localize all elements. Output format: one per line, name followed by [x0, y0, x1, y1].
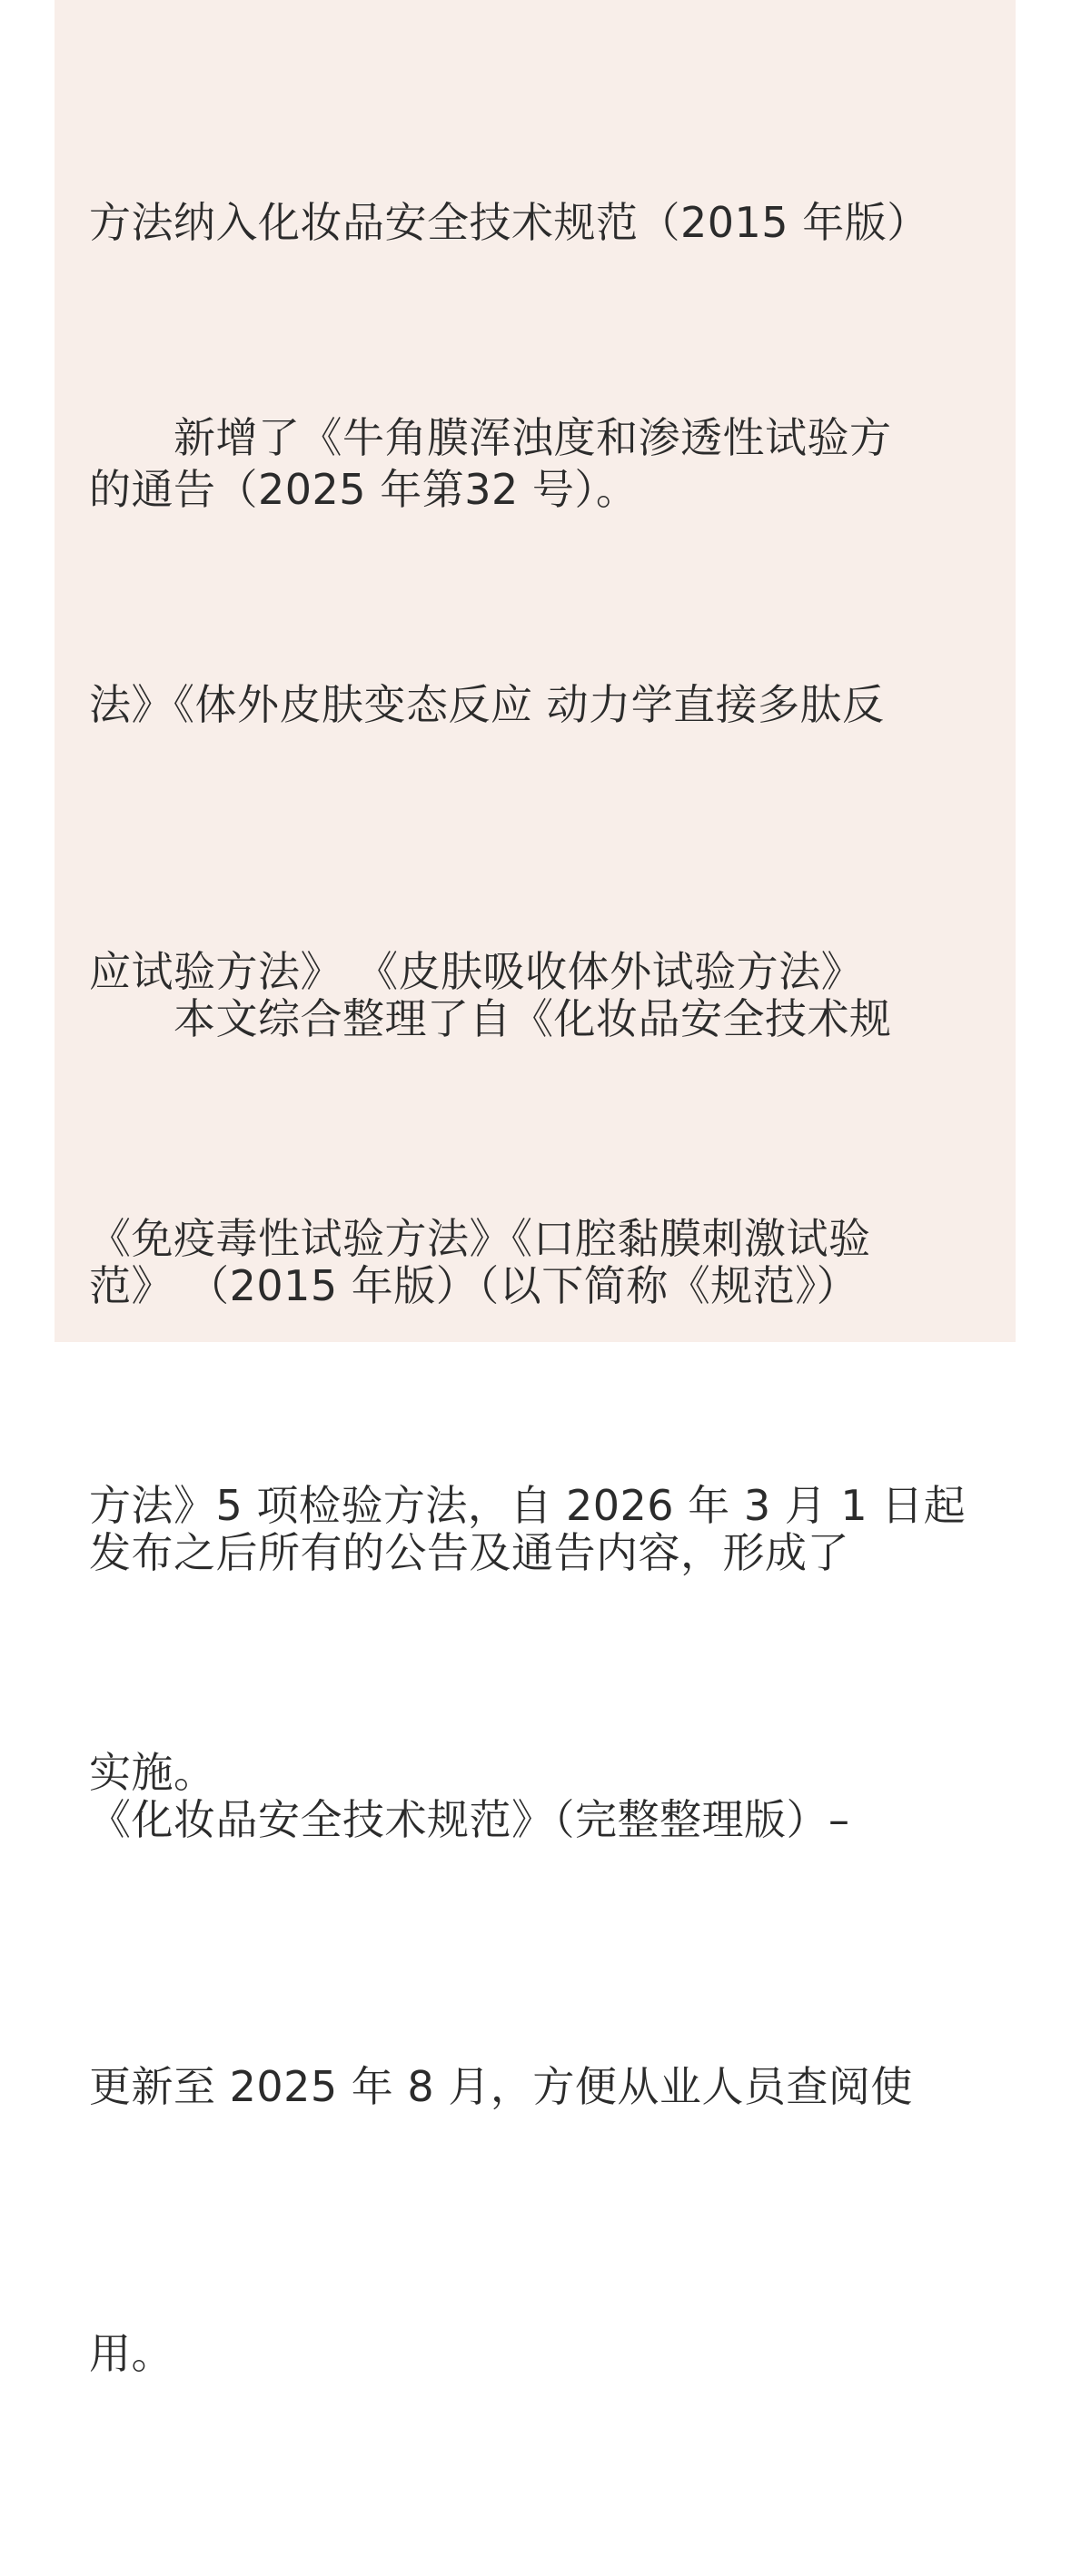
text-line: 方法》5 项检验方法，自 2026 年 3 月 1 日起 — [89, 1481, 967, 1530]
text-line: 更新至 2025 年 8 月，方便从业人员查阅使 — [89, 2062, 913, 2111]
text-line: 发布之后所有的公告及通告内容，形成了 — [89, 1528, 849, 1577]
text-line: 本文综合整理了自《化妆品安全技术规 — [89, 994, 892, 1043]
paragraph-summary — [89, 796, 984, 2576]
text-line: 《化妆品安全技术规范》（完整整理版）– — [89, 1795, 850, 1844]
text-line: 用。 — [89, 2329, 174, 2378]
text-line: 《免疫毒性试验方法》《口腔黏膜刺激试验 — [89, 1214, 871, 1263]
text-line: 的通告（2025 年第32 号）。 — [89, 465, 639, 514]
article-page — [55, 0, 1016, 2378]
text-line: 范》 （2015 年版）（以下简称《规范》） — [89, 1261, 859, 1310]
text-line: 法》《体外皮肤变态反应 动力学直接多肽反 — [89, 680, 885, 729]
text-line: 实施。 — [89, 1748, 216, 1797]
text-line: 方法纳入化妆品安全技术规范（2015 年版） — [89, 198, 929, 247]
text-line: 应试验方法》 《皮肤吸收体外试验方法》 — [89, 947, 864, 996]
text-line: 新增了《牛角膜浑浊度和渗透性试验方 — [89, 413, 892, 462]
